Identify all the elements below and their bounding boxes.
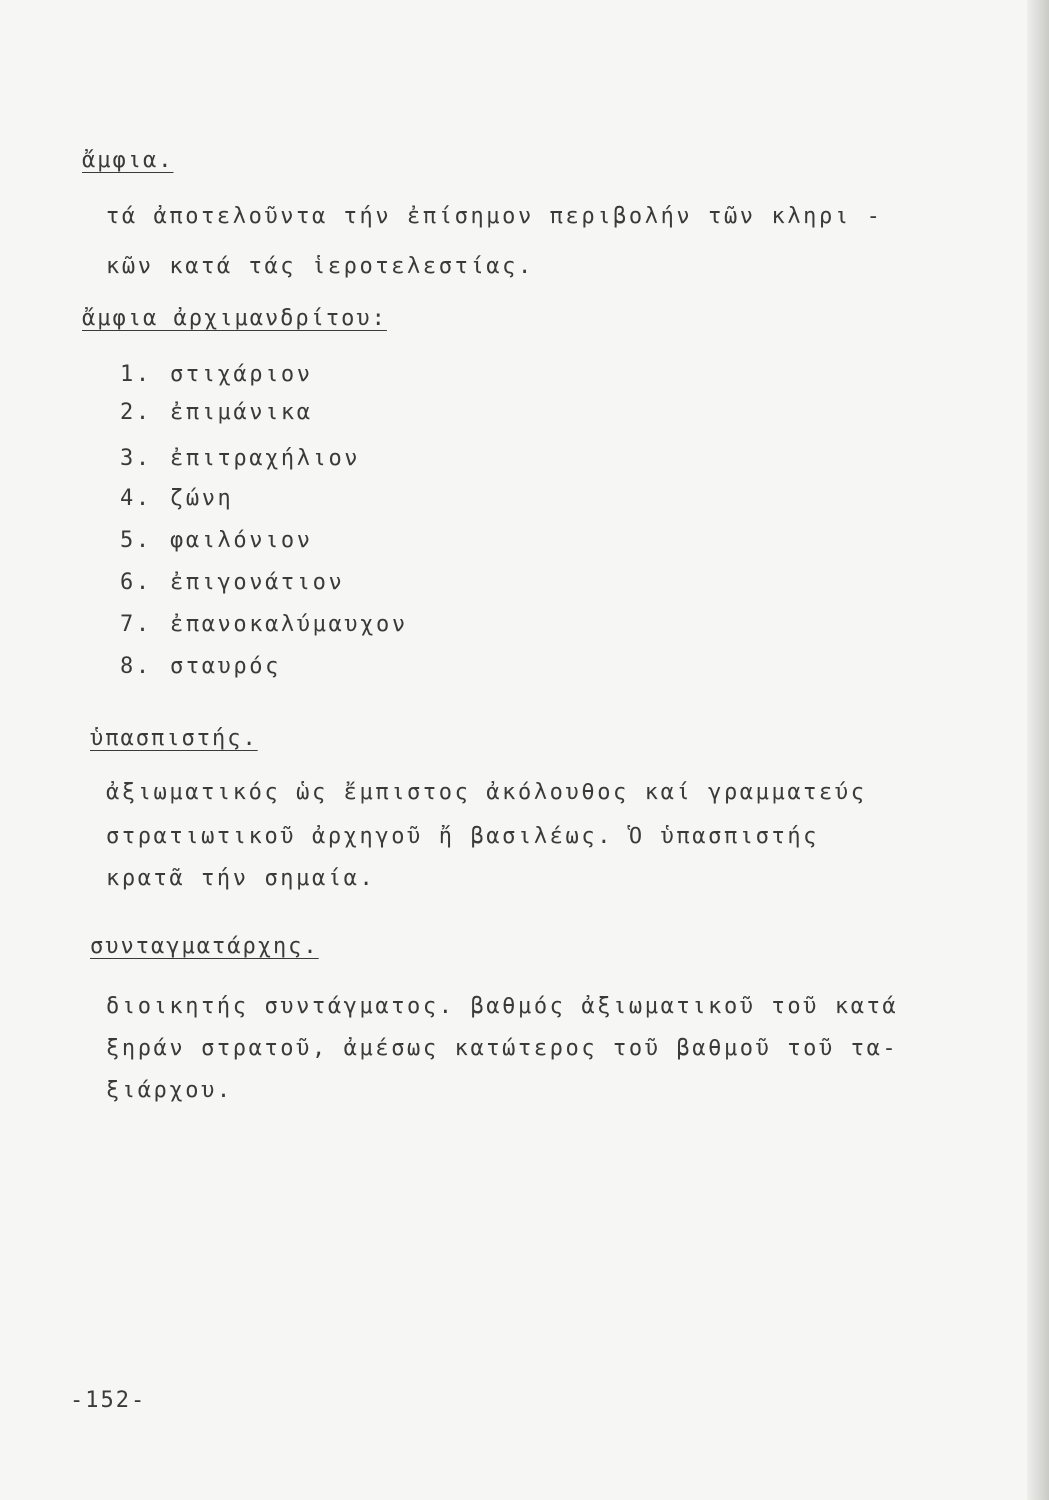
page-binding-edge [1027, 0, 1049, 1500]
definition-line: ξηράν στρατοῦ, ἀμέσως κατώτερος τοῦ βαθμοῦ τοῦ τα- [106, 1036, 899, 1061]
list-item-number: 7. [120, 612, 152, 637]
list-item [120, 528, 313, 553]
list-item-label: ἐπιτραχήλιον [170, 446, 361, 471]
list-item [120, 362, 313, 387]
list-item [120, 570, 344, 595]
term-syntagmatarchis: συνταγματάρχης. [90, 934, 319, 959]
definition-line: κῶν κατά τάς ἱεροτελεστίας. [106, 254, 534, 279]
list-item-label: ἐπιμάνικα [170, 400, 313, 425]
list-item-label: φαιλόνιον [170, 528, 313, 553]
term-ypaspistis: ὑπασπιστής. [90, 726, 258, 751]
list-item-number: 4. [120, 486, 152, 511]
definition-line: στρατιωτικοῦ ἀρχηγοῦ ἤ βασιλέως. Ὁ ὑπασπιστής [106, 824, 820, 849]
list-item [120, 654, 281, 679]
list-item-label: σταυρός [170, 654, 281, 679]
list-item-label: ἐπανοκαλύμαυχον [170, 612, 408, 637]
definition-line: ἀξιωματικός ὡς ἔμπιστος ἀκόλουθος καί γραμματεύς [106, 780, 867, 805]
list-item-number: 5. [120, 528, 152, 553]
definition-line: διοικητής συντάγματος. βαθμός ἀξιωματικοῦ τοῦ κατά [106, 994, 899, 1019]
list-item [120, 612, 408, 637]
list-item-number: 2. [120, 400, 152, 425]
list-item-number: 6. [120, 570, 152, 595]
definition-line: κρατᾶ τήν σημαία. [106, 866, 376, 891]
definition-line: τά ἀποτελοῦντα τήν ἐπίσημον περιβολήν τῶν κληρι - [106, 204, 883, 229]
list-item [120, 486, 233, 511]
list-item-number: 8. [120, 654, 152, 679]
term-amfia-archimandritou: ἄμφια ἀρχιμανδρίτου: [82, 306, 387, 331]
definition-line: ξιάρχου. [106, 1078, 233, 1103]
list-item-label: ἐπιγονάτιον [170, 570, 345, 595]
list-item-label: ζώνη [170, 486, 234, 511]
list-item-label: στιχάριον [170, 362, 313, 387]
term-amfia: ἄμφια. [82, 148, 174, 173]
list-item [120, 400, 313, 425]
list-item-number: 3. [120, 446, 152, 471]
page-number: -152- [70, 1388, 147, 1413]
list-item [120, 446, 360, 471]
list-item-number: 1. [120, 362, 152, 387]
